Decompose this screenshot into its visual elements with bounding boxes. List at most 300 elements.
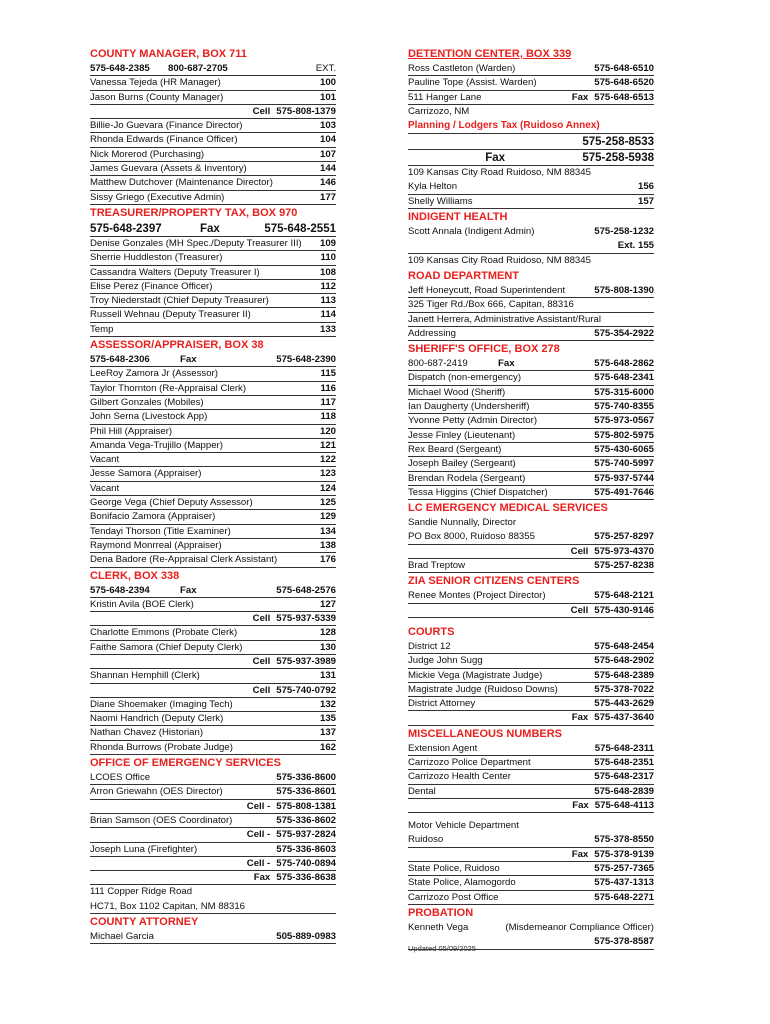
contact-phone: 575-336-8601 (276, 786, 336, 798)
contact-row (408, 429, 654, 443)
contact-name: Carrizozo Police Department (408, 756, 531, 768)
contact-name: Yvonne Petty (Admin Director) (408, 415, 538, 427)
contact-row (408, 559, 654, 573)
contact-phone: 575-378-8587 (594, 936, 654, 948)
contact-row (90, 467, 336, 481)
contact-phone: 146 (319, 177, 336, 189)
contact-name: Vacant (90, 482, 120, 494)
row-label: Fax (253, 872, 271, 884)
contact-row (90, 410, 336, 424)
section-heading: ROAD DEPARTMENT (408, 269, 520, 282)
contact-row (90, 525, 336, 539)
row-label: Cell - (246, 800, 271, 812)
contact-phone: 128 (319, 627, 336, 639)
contact-phone: 575-802-5975 (594, 429, 654, 441)
contact-row (408, 443, 654, 457)
contact-phone: 575-336-8638 (276, 872, 336, 884)
contact-row (408, 833, 654, 847)
contact-phone: 575-336-8600 (276, 772, 336, 784)
section-subheading: Planning / Lodgers Tax (Ruidoso Annex) (408, 119, 654, 134)
contact-phone: 103 (319, 120, 336, 132)
contact-row (408, 457, 654, 471)
fax-label: Fax (571, 91, 589, 103)
contact-row (90, 669, 336, 683)
contact-row (90, 237, 336, 251)
fax-label: Fax (200, 222, 220, 235)
row-label: Cell (252, 613, 271, 625)
contact-name: Renee Montes (Project Director) (408, 590, 546, 602)
contact-row (408, 386, 654, 400)
contact-name: Joseph Luna (Firefighter) (90, 843, 198, 855)
contact-row (90, 382, 336, 396)
phone-row (408, 134, 654, 150)
contact-name: Brendan Rodela (Sergeant) (408, 472, 526, 484)
contact-phone: 575-491-7646 (594, 486, 654, 498)
contact-phone: 101 (319, 91, 336, 103)
contact-name: Vacant (90, 454, 120, 466)
phone-row (90, 221, 336, 237)
contact-row (408, 91, 654, 105)
contact-row (408, 862, 654, 876)
contact-phone: 575-378-7022 (594, 683, 654, 695)
contact-row (408, 848, 654, 862)
contact-row (408, 472, 654, 486)
contact-row (90, 119, 336, 133)
contact-row (90, 176, 336, 190)
fax-label: Fax (180, 584, 197, 596)
contact-row (408, 298, 654, 312)
contact-name: 511 Hanger Lane (408, 91, 482, 103)
contact-phone: 575-808-1381 (276, 800, 336, 812)
contact-phone: 575-378-9139 (594, 848, 654, 860)
contact-row (90, 496, 336, 510)
contact-name: Michael Garcia (90, 931, 154, 943)
contact-name: Kenneth Vega (408, 921, 469, 933)
contact-row (90, 726, 336, 740)
contact-row (90, 482, 336, 496)
contact-row (90, 698, 336, 712)
contact-name: Rex Beard (Sergeant) (408, 443, 502, 455)
contact-row (90, 396, 336, 410)
contact-row (408, 414, 654, 428)
contact-name: Taylor Thornton (Re-Appraisal Clerk) (90, 382, 247, 394)
contact-list (90, 237, 336, 337)
contact-name: Sissy Griego (Executive Admin) (90, 191, 225, 203)
contact-name: Gilbert Gonzales (Mobiles) (90, 396, 204, 408)
contact-row (90, 641, 336, 655)
contact-phone: 118 (320, 411, 336, 423)
row-label: Cell - (246, 857, 271, 869)
contact-list (408, 640, 654, 726)
contact-row (90, 814, 336, 828)
contact-row (90, 91, 336, 105)
contact-phone: 129 (319, 511, 336, 523)
contact-name: Naomi Handrich (Deputy Clerk) (90, 713, 224, 725)
contact-phone: 575-648-2271 (594, 891, 654, 903)
section-heading: TREASURER/PROPERTY TAX, BOX 970 (90, 206, 298, 219)
contact-phone: 575-937-3989 (276, 655, 336, 667)
contact-row (408, 742, 654, 756)
contact-row (90, 828, 336, 842)
contact-name: Jason Burns (County Manager) (90, 91, 224, 103)
contact-phone: 104 (319, 134, 336, 146)
phone-number: 575-648-2385 (90, 63, 150, 74)
contact-phone: 112 (320, 280, 336, 292)
contact-row (90, 251, 336, 265)
contact-name: Bonifacio Zamora (Appraiser) (90, 511, 216, 523)
contact-row (90, 800, 336, 814)
contact-phone: 108 (319, 266, 336, 278)
contact-phone: 113 (320, 295, 336, 307)
contact-phone: 575-740-8355 (594, 401, 654, 413)
contact-row (408, 799, 654, 813)
contact-row (90, 439, 336, 453)
fax-number: 575-258-5938 (582, 152, 654, 165)
section-heading: COUNTY MANAGER, BOX 711 (90, 48, 247, 60)
director-line: Sandie Nunnally, Director (408, 517, 517, 529)
contact-phone: 575-443-2629 (594, 698, 654, 710)
contact-name: Scott Annala (Indigent Admin) (408, 226, 535, 238)
contact-row (90, 280, 336, 294)
phone-row (90, 584, 336, 598)
phone-number: 575-648-2397 (90, 222, 162, 235)
contact-phone: 575-437-1313 (594, 877, 654, 889)
extension: Ext. 155 (617, 240, 654, 252)
fax-number: 575-648-2390 (276, 354, 336, 366)
contact-row (90, 105, 336, 119)
contact-phone: 115 (320, 368, 336, 380)
row-label: Cell (570, 545, 589, 557)
contact-phone: 107 (319, 148, 336, 160)
contact-list (408, 371, 654, 500)
contact-name: Carrizozo Health Center (408, 771, 511, 783)
contact-row (408, 654, 654, 668)
contact-row (90, 510, 336, 524)
row-label: Cell (252, 105, 271, 117)
phone-number: 575-258-8533 (582, 136, 654, 149)
contact-phone: 575-648-6520 (594, 77, 654, 89)
contact-row (90, 191, 336, 205)
contact-row (408, 486, 654, 500)
contact-row (90, 930, 336, 944)
contact-name: Dispatch (non-emergency) (408, 372, 522, 384)
contact-name: Jeff Honeycutt, Road Superintendent (408, 284, 566, 296)
contact-name: Extension Agent (408, 742, 478, 754)
contact-phone: 575-430-9146 (594, 604, 654, 616)
contact-phone: 575-257-8297 (594, 531, 654, 543)
contact-name: Charlotte Emmons (Probate Clerk) (90, 627, 238, 639)
contact-phone: 122 (319, 454, 336, 466)
section-heading: CLERK, BOX 338 (90, 569, 180, 582)
contact-phone: 575-973-4370 (594, 545, 654, 557)
contact-phone: 575-354-2922 (594, 327, 654, 339)
section-heading: ASSESSOR/APPRAISER, BOX 38 (90, 339, 264, 352)
contact-name: Mickie Vega (Magistrate Judge) (408, 669, 543, 681)
contact-phone: 135 (319, 713, 336, 725)
contact-list (90, 76, 336, 205)
contact-name: Kyla Helton (408, 181, 458, 193)
contact-name: Ian Daugherty (Undersheriff) (408, 401, 530, 413)
contact-phone: 134 (319, 525, 336, 537)
contact-phone: 575-808-1390 (594, 284, 654, 296)
contact-name: Michael Wood (Sheriff) (408, 386, 506, 398)
contact-row (90, 148, 336, 162)
contact-phone: 132 (319, 698, 336, 710)
contact-row (408, 400, 654, 414)
contact-row (90, 771, 336, 785)
contact-name: Arron Griewahn (OES Director) (90, 786, 223, 798)
contact-row (408, 530, 654, 544)
row-label: Fax (571, 712, 589, 724)
contact-phone: 124 (319, 482, 336, 494)
row-label: Cell (252, 655, 271, 667)
contact-phone: 575-648-2341 (594, 372, 654, 384)
section-heading: MISCELLANEOUS NUMBERS (408, 727, 563, 740)
contact-row (90, 453, 336, 467)
contact-list (90, 367, 336, 567)
contact-row (408, 180, 654, 194)
contact-phone: 131 (319, 670, 336, 682)
section-heading: INDIGENT HEALTH (408, 211, 508, 224)
contact-phone: 575-258-1232 (594, 226, 654, 238)
ext-label: EXT. (315, 63, 336, 74)
section-heading: OFFICE OF EMERGENCY SERVICES (90, 757, 281, 770)
contact-list (408, 180, 654, 209)
contact-list (90, 771, 336, 885)
contact-phone: 144 (319, 163, 336, 175)
contact-name: Brad Treptow (408, 560, 466, 572)
contact-row (408, 76, 654, 90)
fax-number: 575-648-2862 (594, 358, 654, 370)
contact-row (408, 711, 654, 725)
contact-phone: 575-740-0792 (276, 684, 336, 696)
contact-phone: 117 (320, 396, 336, 408)
contact-row (408, 876, 654, 890)
contact-row (90, 612, 336, 626)
contact-list (408, 742, 654, 813)
address-line: Carrizozo, NM (408, 105, 470, 117)
contact-row (408, 604, 654, 618)
contact-phone: 575-648-6513 (594, 91, 654, 103)
contact-name: Tessa Higgins (Chief Dispatcher) (408, 486, 548, 498)
contact-row (90, 598, 336, 612)
contact-list (90, 598, 336, 755)
contact-list (408, 62, 654, 105)
contact-phone: 575-336-8603 (276, 843, 336, 855)
fax-row (408, 150, 654, 166)
section-heading: COUNTY ATTORNEY (90, 916, 199, 929)
contact-name: State Police, Alamogordo (408, 877, 516, 889)
contact-name: Jesse Finley (Lieutenant) (408, 429, 516, 441)
contact-phone: 123 (319, 468, 336, 480)
contact-phone: 575-740-5997 (594, 458, 654, 470)
contact-name: Nick Morerod (Purchasing) (90, 148, 205, 160)
row-label: Cell (570, 604, 589, 616)
contact-row (90, 76, 336, 90)
contact-name: James Guevara (Assets & Inventory) (90, 163, 247, 175)
contact-row (90, 266, 336, 280)
contact-row (408, 313, 654, 327)
contact-name: Ruidoso (408, 834, 444, 846)
contact-phone: 177 (319, 191, 336, 203)
contact-name: Raymond Monrreal (Appraiser) (90, 539, 222, 551)
address-line: 109 Kansas City Road Ruidoso, NM 88345 (408, 167, 591, 179)
phone-number: 800-687-2705 (168, 63, 228, 74)
contact-name: Addressing (408, 327, 456, 339)
contact-phone: 575-937-5744 (594, 472, 654, 484)
contact-name: Matthew Dutchover (Maintenance Director) (90, 177, 273, 189)
contact-phone: 575-648-2454 (594, 640, 654, 652)
contact-name: Elise Perez (Finance Officer) (90, 280, 213, 292)
contact-name: 325 Tiger Rd./Box 666, Capitan, 88316 (408, 299, 574, 311)
contact-name: Vanessa Tejeda (HR Manager) (90, 77, 221, 89)
contact-list (408, 833, 654, 904)
contact-row (408, 62, 654, 76)
contact-name: Shelly Williams (408, 195, 473, 207)
contact-phone: 138 (319, 539, 336, 551)
contact-name: Shannan Hemphill (Clerk) (90, 670, 200, 682)
contact-name: Sherrie Huddleston (Treasurer) (90, 252, 223, 264)
contact-phone: 176 (319, 554, 336, 566)
contact-name: Diane Shoemaker (Imaging Tech) (90, 698, 233, 710)
contact-name: Janett Herrera, Administrative Assistant/Rural (408, 313, 602, 325)
phone-number: 575-648-2306 (90, 354, 150, 366)
section-heading: DETENTION CENTER, BOX 339 (408, 48, 572, 60)
contact-phone: 575-336-8602 (276, 814, 336, 826)
contact-phone: 575-437-3640 (594, 712, 654, 724)
contact-phone: 125 (319, 497, 336, 509)
address-line: 111 Copper Ridge Road (90, 886, 193, 898)
fax-number: 575-648-2551 (264, 222, 336, 235)
phone-number: 575-648-2394 (90, 584, 150, 596)
contact-row (90, 162, 336, 176)
contact-row (90, 871, 336, 885)
section-heading: ZIA SENIOR CITIZENS CENTERS (408, 575, 580, 588)
contact-row (90, 133, 336, 147)
contact-phone: 100 (319, 77, 336, 89)
contact-name: PO Box 8000, Ruidoso 88355 (408, 531, 535, 543)
contact-phone: 110 (320, 252, 336, 264)
contact-name: Tendayi Thorson (Title Examiner) (90, 525, 231, 537)
contact-phone: 130 (319, 641, 336, 653)
contact-row (90, 741, 336, 755)
contact-name: Russell Wehnau (Deputy Treasurer II) (90, 309, 251, 321)
subheading-line: Motor Vehicle Department (408, 820, 519, 832)
contact-phone: 575-430-6065 (594, 443, 654, 455)
contact-name: Pauline Tope (Assist. Warden) (408, 77, 537, 89)
contact-phone: 575-973-0567 (594, 415, 654, 427)
contact-row (408, 756, 654, 770)
phone-row (408, 357, 654, 371)
contact-phone: 575-648-2839 (594, 785, 654, 797)
contact-phone: 157 (637, 195, 654, 207)
contact-phone: 575-937-5339 (276, 613, 336, 625)
contact-name: Magistrate Judge (Ruidoso Downs) (408, 683, 558, 695)
contact-row (408, 195, 654, 209)
section-heading: LC EMERGENCY MEDICAL SERVICES (408, 502, 608, 515)
contact-row (90, 425, 336, 439)
left-column (90, 46, 336, 944)
contact-row (408, 921, 654, 935)
contact-phone: 162 (319, 741, 336, 753)
contact-name: Dental (408, 785, 436, 797)
contact-phone: 575-740-0894 (276, 857, 336, 869)
contact-row (408, 371, 654, 385)
contact-role: (Misdemeanor Compliance Officer) (505, 921, 654, 933)
contact-name: Phil Hill (Appraiser) (90, 425, 173, 437)
contact-name: Temp (90, 323, 114, 335)
contact-row (408, 697, 654, 711)
contact-phone: 109 (319, 237, 336, 249)
section-heading: PROBATION (408, 906, 474, 919)
contact-name: LCOES Office (90, 772, 151, 784)
contact-row (90, 626, 336, 640)
contact-phone: 121 (319, 439, 336, 451)
contact-name: John Serna (Livestock App) (90, 411, 208, 423)
contact-phone: 575-648-2351 (594, 756, 654, 768)
contact-phone: 575-648-4113 (594, 799, 654, 811)
contact-phone: 575-648-2389 (594, 669, 654, 681)
contact-row (90, 857, 336, 871)
contact-name: Kristin Avila (BOE Clerk) (90, 598, 194, 610)
contact-row (90, 843, 336, 857)
updated-date: Updated 05/09/2025 (408, 944, 476, 953)
contact-name: Faithe Samora (Chief Deputy Clerk) (90, 641, 243, 653)
contact-phone: 575-257-8238 (594, 560, 654, 572)
contact-phone: 575-648-2317 (594, 771, 654, 783)
contact-name: District 12 (408, 640, 451, 652)
contact-name: State Police, Ruidoso (408, 863, 500, 875)
row-label: Cell (252, 684, 271, 696)
contact-name: Judge John Sugg (408, 655, 483, 667)
contact-row (408, 683, 654, 697)
contact-row (90, 553, 336, 567)
contact-name: Joseph Bailey (Sergeant) (408, 458, 516, 470)
contact-phone: 575-808-1379 (276, 105, 336, 117)
contact-row (90, 367, 336, 381)
contact-row (90, 539, 336, 553)
contact-name: George Vega (Chief Deputy Assessor) (90, 497, 253, 509)
contact-name: Billie-Jo Guevara (Finance Director) (90, 120, 243, 132)
contact-name: Jesse Samora (Appraiser) (90, 468, 202, 480)
contact-name: Rhonda Burrows (Probate Judge) (90, 741, 233, 753)
contact-row (408, 589, 654, 603)
contact-phone: 575-648-2311 (594, 742, 654, 754)
contact-name: Denise Gonzales (MH Spec./Deputy Treasurer III) (90, 237, 302, 249)
contact-phone: 575-378-8550 (594, 834, 654, 846)
contact-phone: 156 (637, 181, 654, 193)
contact-name: Carrizozo Post Office (408, 891, 499, 903)
contact-name: Ross Castleton (Warden) (408, 63, 516, 74)
contact-row (408, 327, 654, 341)
contact-name: Cassandra Walters (Deputy Treasurer I) (90, 266, 260, 278)
contact-phone: 575-937-2824 (276, 829, 336, 841)
contact-row (408, 669, 654, 683)
contact-phone: 120 (319, 425, 336, 437)
section-heading: COURTS (408, 625, 455, 638)
fax-label: Fax (485, 152, 506, 165)
fax-number: 575-648-2576 (276, 584, 336, 596)
row-label: Cell - (246, 829, 271, 841)
contact-row (408, 785, 654, 799)
contact-phone: 127 (319, 598, 336, 610)
contact-row (408, 545, 654, 559)
extension-row (408, 239, 654, 253)
contact-row (408, 770, 654, 784)
contact-name: Rhonda Edwards (Finance Officer) (90, 134, 238, 146)
phone-row (90, 353, 336, 367)
contact-list (408, 530, 654, 573)
